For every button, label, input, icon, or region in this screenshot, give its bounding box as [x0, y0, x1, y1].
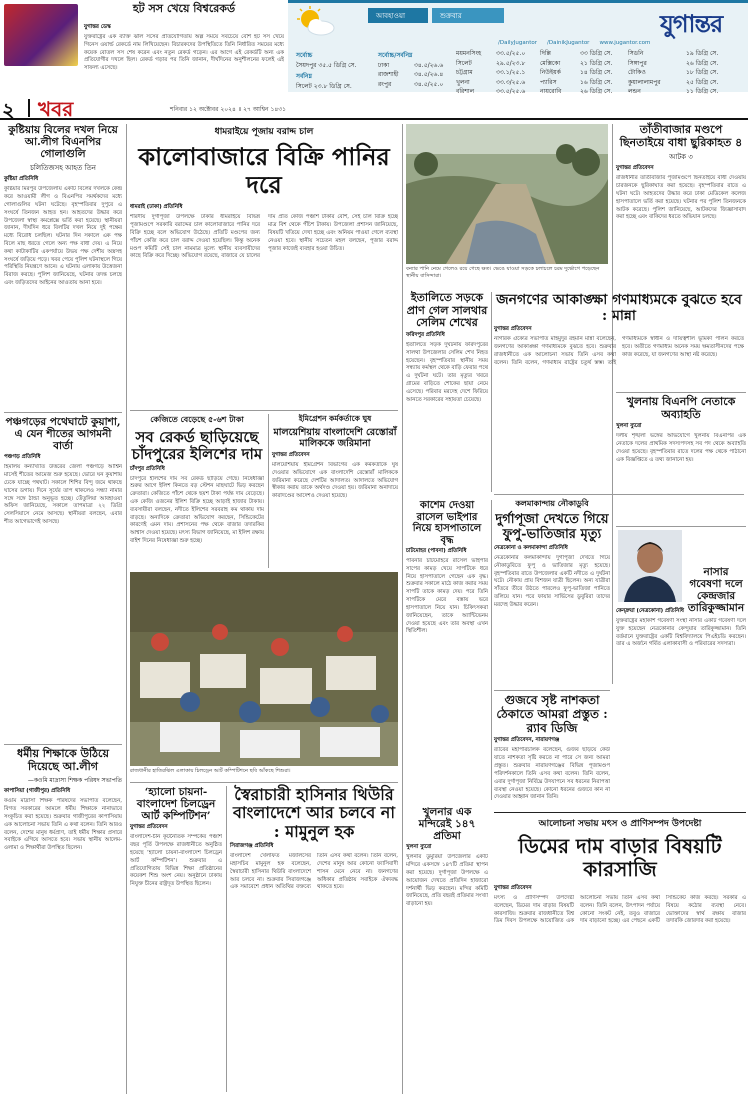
newspaper-logo: যুগান্তর	[660, 9, 723, 38]
article-eggs	[494, 816, 746, 1085]
article-byline: যুগান্তর প্রতিবেদন, নারায়ণগঞ্জ	[494, 737, 560, 744]
article-body: বাংলাদেশ-চীন কূটনৈতিক সম্পর্কের পঞ্চাশ বছর পূর্তি উপলক্ষে রাজধানীতে অনুষ্ঠিত হয়েছে ‘হ্যালো চায়না-বাংলাদেশ চিলড্রেন আর্ট কম্পিটিশন’। শুক্রবার এ প্রতিযোগিতায় বিভিন্ন শিক্ষা প্রতিষ্ঠানের কয়েকশ শিশু অংশ নেয়। অনুষ্ঠানে ঢাকায় নিযুক্ত চীনের রাষ্ট্রদূত উপস্থিত ছিলেন।	[130, 834, 222, 888]
weather-day: শুক্রবার	[432, 8, 504, 23]
article-madrasa	[4, 748, 122, 1068]
promo-byline: যুগান্তর ডেস্ক	[84, 24, 111, 30]
article-byline: পঞ্চগড় প্রতিনিধি	[4, 454, 41, 461]
article-kicker: আলোচনা সভায় মৎস ও প্রাণিসম্পদ উপদেষ্টা	[538, 819, 702, 829]
art-competition-photo	[130, 572, 398, 766]
article-tantibazar	[616, 124, 746, 357]
promo-box	[0, 0, 286, 86]
section-title: খবর	[38, 97, 74, 121]
promo-photo	[4, 4, 78, 66]
website-link[interactable]: www.jugantor.com	[599, 40, 651, 46]
article-kicker: আটক ৩	[669, 153, 693, 162]
column-rule	[402, 124, 403, 1094]
article-body: চাঁদপুরে ইলিশের দাম সব রেকর্ড ছাড়িয়ে গেছে। নিষেধাজ্ঞা শুরুর আগে ইলিশ কিনতে বড় স্টেশন মাছঘাটে ভিড় করছেন ক্রেতারা। কেজিতে পাঁচশ থেকে ছয়শ টাকা পর্যন্ত দাম বেড়েছে। এক কেজি ওজনের ইলিশ বিক্রি হচ্ছে আড়াই হাজার টাকায়। ব্যবসায়ীরা বলছেন, নদীতে ইলিশের সরবরাহ কম থাকায় দাম বাড়ছে। অন্যদিকে ক্রেতারা অভিযোগ করছেন, সিন্ডিকেটের কারণেই এমন দাম। প্রশাসনের পক্ষ থেকে বাজার তদারকির আশ্বাস দেওয়া হয়েছে। মৎস্য বিভাগ জানিয়েছে, মা ইলিশ রক্ষায় বাইশ দিনের নিষেধাজ্ঞা শুরু হচ্ছে।	[130, 475, 264, 545]
article-headline: কুষ্টিয়ায় বিলের দখল নিয়ে আ.লীগ বিএনপির গোলাগুলি	[8, 124, 118, 161]
article-body: শারদীয় দুর্গাপূজা উপলক্ষে ঢাকার ধামরাইয়ে বিভিন্ন পূজামণ্ডপে সরকারি বরাদ্দের চাল কালোবাজারে পানির দরে বিক্রি হচ্ছে বলে অভিযোগ উঠেছে। প্রতিটি মণ্ডপের জন্য পাঁচশ কেজি করে চাল বরাদ্দ দেওয়া হয়েছিল। কিন্তু অনেক মণ্ডপ কমিটি সেই চাল নামমাত্র মূল্যে স্থানীয় ব্যবসায়ীদের কাছে বিক্রি করে দিচ্ছে। অভিযোগ রয়েছে, বাজারে যে চালের দাম প্রতি কেজি পঞ্চাশ টাকার বেশি, সেই চাল বিক্রি হচ্ছে মাত্র বিশ থেকে পঁচিশ টাকায়। উপজেলা প্রশাসন জানিয়েছে, বিষয়টি খতিয়ে দেখা হচ্ছে এবং অনিয়ম পাওয়া গেলে ব্যবস্থা নেওয়া হবে। স্থানীয় সচেতন মহল বলছেন, পূজার বরাদ্দ পূজার কাজেই ব্যবহার হওয়া উচিত।	[130, 214, 398, 260]
article-kicker: —কওমি মাদ্রাসা শিক্ষক পরিষদ সভাপতি	[27, 777, 122, 785]
article-body: নেত্রকোনার কলমাকান্দায় দুর্গাপূজা দেখতে গিয়ে নৌকাডুবিতে ফুপু ও ভাতিজার মৃত্যু হয়েছে। বৃহস্পতিবার রাতে উপজেলার একটি নদীতে এ দুর্ঘটনা ঘটে। নৌকায় প্রায় বিশজন যাত্রী ছিলেন। অন্য যাত্রীরা সাঁতরে তীরে উঠতে পারলেও ফুপু-ভাতিজা পানিতে তলিয়ে যান। পরে ফায়ার সার্ভিসের ডুবুরিরা তাদের মরদেহ উদ্ধার করেন।	[494, 554, 610, 608]
article-headline: কাশেম দেওয়া রাসেল ভাইপার নিয়ে হাসপাতালে বৃদ্ধ	[412, 500, 482, 546]
city-row: নায়রোবি ২৬ ডিগ্রি সে.	[540, 88, 613, 95]
column-rule	[268, 414, 269, 568]
article-byline: খুলনা ব্যুরো	[616, 423, 642, 430]
divider	[616, 526, 746, 527]
divider	[4, 412, 122, 413]
divider	[494, 812, 746, 813]
divider	[4, 744, 122, 745]
city-row: সিডনি ১৯ ডিগ্রি সে.	[628, 50, 719, 57]
city-row: খুলনা ৩৩.৩/২৫.৬	[456, 78, 526, 86]
city-row: ময়মনসিংহ ৩৩.৫/২৫.০	[456, 50, 526, 57]
article-headline: ‘হ্যালো চায়না-বাংলাদেশ চিলড্রেন আর্ট কম্পিটিশন’	[136, 786, 216, 823]
article-byline: কেন্দ্রুয়া (নেত্রকোনা) প্রতিনিধি	[616, 608, 684, 614]
city-row: লন্ডন ১১ ডিগ্রি সে.	[628, 88, 719, 95]
weather-extremes	[296, 51, 368, 91]
article-headline: স্বৈরাচারী হাসিনার থিউরি বাংলাদেশে আর চলবে না : মামুনুল হক	[233, 785, 395, 841]
article-mamunul	[230, 786, 398, 1049]
social-links	[498, 40, 650, 46]
weather-col-3	[540, 49, 624, 97]
article-headline: তাঁতীবাজার মণ্ডপে ছিনতাইয়ে বাধা ছুরিকাহত ৪	[619, 123, 743, 149]
article-kicker: ইমিগ্রেশন কর্মকর্তাকে ঘুষ	[298, 414, 372, 423]
article-headline: পঞ্চগড়ের পথেঘাটে কুয়াশা, এ যেন শীতের আগমনী বার্তা	[5, 416, 121, 453]
city-row: রংপুর ৩৪.৫/২৫.০	[378, 80, 444, 88]
article-body: রাজধানীর তাঁতীবাজার পূজামণ্ডপে ছিনতাইয়ে বাধা দেওয়ায় চারজনকে ছুরিকাঘাত করা হয়েছে। বৃহস্পতিবার রাতে এ ঘটনা ঘটে। আহতদের উদ্ধার করে ঢাকা মেডিকেল কলেজ হাসপাতালে ভর্তি করা হয়েছে। ঘটনার পর পুলিশ তিনজনকে আটক করেছে। পুলিশ জানিয়েছে, আটকদের জিজ্ঞাসাবাদ করা হচ্ছে এবং বাকিদের ধরতে অভিযান চলছে।	[616, 175, 746, 221]
min-label: সর্বনিম্ন	[296, 73, 312, 80]
article-body: কুষ্টিয়ার মিরপুর উপজেলায় একটি বিলের দখলকে কেন্দ্র করে আওয়ামী লীগ ও বিএনপির সমর্থকদের মধ্যে গোলাগুলির ঘটনা ঘটেছে। বৃহস্পতিবার দুপুরে এ সংঘর্ষে তিনজন আহত হন। আহতদের উদ্ধার করে উপজেলা স্বাস্থ্য কমপ্লেক্সে ভর্তি করা হয়েছে। স্থানীয়রা জানান, দীর্ঘদিন ধরে বিলটির দখল নিয়ে দুই পক্ষের মধ্যে বিরোধ চলছিল। ঘটনার দিন সকালে এক পক্ষ বিলে মাছ ধরতে গেলে অন্য পক্ষ বাধা দেয়। এ নিয়ে কথা কাটাকাটির একপর্যায়ে উভয় পক্ষ দেশীয় অস্ত্রসহ সংঘর্ষে জড়িয়ে পড়ে। খবর পেয়ে পুলিশ ঘটনাস্থলে গিয়ে পরিস্থিতি নিয়ন্ত্রণে আনে। এ ঘটনায় এলাকায় উত্তেজনা বিরাজ করছে। পুলিশ জানিয়েছে, ঘটনার তদন্ত চলছে এবং জড়িতদের আইনের আওতায় আনা হবে।	[4, 186, 122, 287]
article-malaysia	[272, 414, 398, 570]
article-headline: খুলনায় বিএনপি নেতাকে অব্যাহতি	[626, 395, 736, 421]
divider	[130, 410, 398, 411]
article-body: বাংলাদেশ খেলাফত মজলিসের মহাসচিব মামুনুল হক বলেছেন, স্বৈরাচারী হাসিনার থিউরি বাংলাদেশে আর চলবে না। শুক্রবার সিরাজগঞ্জে এক সমাবেশে প্রধান অতিথির বক্তব্যে তিনি এসব কথা বলেন। তিনি বলেন, দেশের মানুষ আর কোনো ফ্যাসিবাদী শাসন মেনে নেবে না। জনগণের অধিকার প্রতিষ্ঠায় সবাইকে ঐক্যবদ্ধ থাকতে হবে।	[230, 853, 398, 891]
city-row: কুয়ালালামপুর ২৫ ডিগ্রি সে.	[628, 78, 719, 86]
divider	[130, 782, 398, 783]
article-byline: যুগান্তর প্রতিবেদন	[272, 451, 310, 458]
article-byline: যুগান্তর প্রতিবেদন	[494, 885, 532, 891]
promo-headline: হট সস খেয়ে বিশ্বরেকর্ড	[132, 2, 236, 15]
article-body: মালয়েশিয়ায় ইমিগ্রেশন বিভাগের এক কর্মকর্তাকে ঘুষ দেওয়ার অভিযোগে এক বাংলাদেশি রেস্তোরাঁ মালিককে জরিমানা করেছে দেশটির আদালত। আদালতে অভিযোগ স্বীকার করায় তাকে অর্থদণ্ড দেওয়া হয়। জরিমানা অনাদায়ে কারাদণ্ডের আদেশও দেওয়া হয়েছে।	[272, 461, 398, 500]
article-byline: নেত্রকোনা ও কলমাকান্দা প্রতিনিধি	[494, 544, 568, 551]
article-body: পাবনার চাটমোহরে রাসেল ভাইপার সাপের কামড় খেয়ে সাপটিকে ধরে নিয়ে হাসপাতালে গেছেন এক বৃদ্ধ। শুক্রবার সকালে মাঠে কাজ করার সময় সাপটি তাকে কামড় দেয়। পরে তিনি সাপটিকে মেরে বস্তায় ভরে হাসপাতালে নিয়ে যান। চিকিৎসকরা জানিয়েছেন, তাকে অ্যান্টিভেনম দেওয়া হয়েছে এবং তার অবস্থা এখন স্থিতিশীল।	[406, 558, 488, 635]
article-headline: মালয়েশিয়ায় বাংলাদেশি রেস্তোরাঁ মালিককে জরিমানা	[273, 427, 397, 449]
article-snake	[406, 500, 488, 778]
photo-caption: রাজধানীর হাতিরঝিল এলাকায় চিলড্রেন আর্ট কম্পিটিশনে ছবি আঁকছে শিশুরা।	[130, 768, 291, 774]
section-strip	[0, 94, 748, 120]
column-rule	[491, 292, 492, 492]
article-netrokona	[494, 498, 610, 659]
article-headline: ধর্মীয় শিক্ষাকে উঠিয়ে দিয়েছে আ.লীগ	[17, 747, 109, 773]
article-art	[130, 786, 222, 1044]
article-byline: ফরিদপুর প্রতিনিধি	[406, 331, 445, 338]
article-kushtia	[4, 124, 122, 420]
issue-date: শনিবার ১২ অক্টোবর ২০২৪ ॥ ২৭ আশ্বিন ১৪৩১	[170, 106, 287, 113]
sun-cloud-icon	[296, 6, 336, 38]
city-row: প্যারিস ১৬ ডিগ্রি সে.	[540, 78, 613, 86]
article-byline: যুগান্তর প্রতিবেদন	[130, 824, 168, 831]
page-number: ২	[2, 98, 16, 122]
max-value: সৈয়দপুর ৩৫.৫ ডিগ্রি সে.	[296, 61, 357, 69]
photo-caption: বন্যার পানি নেমে গেলেও রয়ে গেছে ক্ষত। ভেঙে যাওয়া সড়কে চলাচলে চরম দুর্ভোগে পড়েছেন স্থানীয় বাসিন্দারা।	[406, 266, 600, 280]
article-byline: সিরাজগঞ্জ প্রতিনিধি	[230, 843, 274, 850]
weather-col-header: সর্বোচ্চ/সর্বনিম্ন	[378, 52, 413, 59]
article-kicker: কলমাকান্দায় নৌকাডুবি	[515, 499, 589, 508]
divider	[494, 690, 610, 691]
column-rule	[226, 786, 227, 1092]
weather-col-4	[628, 49, 744, 97]
article-byline: কুষ্টিয়া প্রতিনিধি	[4, 176, 39, 183]
city-row: সিলেট ২৯.৫/২৩.৮	[456, 59, 526, 67]
article-body: দলীয় শৃঙ্খলা ভঙ্গের অভিযোগে খুলনায় বিএনপির এক নেতাকে দলের প্রাথমিক সদস্যপদসহ সব পদ থেকে অব্যাহতি দেওয়া হয়েছে। বৃহস্পতিবার রাতে দলের পক্ষ থেকে পাঠানো এক বিজ্ঞপ্তিতে এ তথ্য জানানো হয়।	[616, 433, 746, 463]
article-headline: কালোবাজারে বিক্রি পানির দরে	[138, 142, 390, 199]
weather-tab: আবহাওয়া	[368, 8, 428, 23]
article-headline: দুর্গাপূজা দেখতে গিয়ে ফুপু-ভাতিজার মৃত্যু	[495, 512, 609, 542]
article-fog	[4, 416, 122, 730]
article-byline: যুগান্তর প্রতিবেদন	[494, 326, 532, 333]
article-headline: সব রেকর্ড ছাড়িয়েছে চাঁদপুরের ইলিশের দাম	[131, 428, 263, 464]
article-dhamrai	[130, 124, 398, 364]
divider	[28, 99, 30, 117]
min-value: সিলেট ২৩.৮ ডিগ্রি সে.	[296, 82, 352, 90]
article-byline: ধামরাই (ঢাকা) প্রতিনিধি	[130, 204, 183, 211]
flood-road-photo	[406, 124, 608, 264]
article-byline: কাপাসিয়া (গাজীপুর) প্রতিনিধি	[4, 788, 71, 795]
article-headline: ডিমের দাম বাড়ার বিষয়টি কারসাজি	[518, 834, 722, 881]
city-row: দিল্লি ৩৩ ডিগ্রি সে.	[540, 50, 613, 57]
city-row: নিউইয়র্ক ১৪ ডিগ্রি সে.	[540, 69, 613, 76]
city-row: ঢাকা ৩৪.৫/২৬.৬	[378, 61, 444, 69]
article-headline: ইতালিতে সড়কে প্রাণ গেল সালথার সেলিম শেখের	[406, 291, 488, 330]
article-body: কওমি মাদ্রাসা শিক্ষক পরিষদের সভাপতি বলেছেন, বিগত সরকারের আমলে ধর্মীয় শিক্ষাকে নানাভাবে সংকুচিত করা হয়েছে। শুক্রবার গাজীপুরের কাপাসিয়ায় এক আলোচনা সভায় তিনি এ কথা বলেন। তিনি আরও বলেন, দেশের মানুষ ধর্মপ্রাণ, তাই ধর্মীয় শিক্ষার প্রসারে সবাইকে এগিয়ে আসতে হবে। সভায় স্থানীয় আলেম-ওলামা ও শিক্ষার্থীরা উপস্থিত ছিলেন।	[4, 798, 122, 852]
article-byline: চাটমোহর (পাবনা) প্রতিনিধি	[406, 548, 467, 554]
portrait-photo	[618, 530, 682, 602]
article-hilsa	[130, 414, 264, 572]
article-body: মৎস্য ও প্রাণিসম্পদ উপদেষ্টা বলেছেন, ডিমের দাম বাড়ার বিষয়টি কারসাজি। শুক্রবার রাজধানীতে বিশ্ব ডিম দিবস উপলক্ষে আয়োজিত এক আলোচনা সভায় তিনি এসব কথা বলেন। তিনি বলেন, উৎপাদন পর্যায়ে কোনো সংকট নেই, তবুও বাজারে দাম বাড়ানো হচ্ছে। এর পেছনে একটি সিন্ডিকেট কাজ করছে। সরকার এ বিষয়ে কঠোর ব্যবস্থা নেবে। ভোক্তাদের স্বার্থ রক্ষায় বাজার তদারকি জোরদার করা হয়েছে।	[494, 895, 746, 925]
article-byline: যুগান্তর প্রতিবেদন	[616, 165, 654, 172]
article-tarique	[616, 606, 746, 684]
city-row: চট্টগ্রাম ৩৩.১/২৫.১	[456, 69, 526, 76]
city-row: রাজশাহী ৩৪.৫/২৬.৪	[378, 71, 444, 78]
article-headline: গুজবে সৃষ্ট নাশকতা ঠেকাতে আমরা প্রস্তুত : র‌্যাব ডিজি	[496, 693, 608, 735]
article-kicker: কেজিতে বেড়েছে ৫-৬শ টাকা	[150, 415, 244, 424]
facebook-link[interactable]: /DailyJugantor	[498, 40, 538, 46]
twitter-link[interactable]: /DainikJugantor	[547, 40, 590, 46]
article-body: হিমালয় কন্যাখ্যাত উত্তরের জেলা পঞ্চগড়ে আশ্বিন মাসেই শীতের আমেজ শুরু হয়েছে। ভোরে ঘন কুয়াশায় ঢেকে যাচ্ছে পথঘাট। সকালে শিশির বিন্দু জমে থাকছে ঘাসের ডগায়। দিনে সূর্যের তাপ থাকলেও সন্ধ্যা নামার সঙ্গে সঙ্গে ঠান্ডা অনুভূত হচ্ছে। তেঁতুলিয়া আবহাওয়া অফিস জানিয়েছে, সকালে তাপমাত্রা ২২ ডিগ্রি সেলসিয়াসে নেমে আসছে। স্থানীয়রা বলছেন, এবার শীত আগেভাগেই আসছে।	[4, 464, 122, 525]
article-italy	[406, 292, 488, 478]
article-kicker: ধামরাইয়ে পূজায় বরাদ্দ চাল	[214, 127, 314, 137]
max-label: সর্বোচ্চ	[296, 52, 313, 59]
weather-col-2	[456, 49, 536, 97]
article-headline: খুলনার এক মন্দিরেই ১৪৭ প্রতিমা	[418, 806, 476, 843]
article-khulna-bnp	[616, 396, 746, 505]
article-body: ইতালিতে সড়ক দুর্ঘটনায় ফরিদপুরের সালথা উপজেলার সেলিম শেখ নিহত হয়েছেন। বৃহস্পতিবার স্থানীয় সময় সন্ধ্যায় কর্মস্থল থেকে বাড়ি ফেরার পথে এ দুর্ঘটনা ঘটে। তার মৃত্যুর খবরে গ্রামের বাড়িতে শোকের ছায়া নেমে এসেছে। পরিবার মরদেহ দেশে ফিরিয়ে আনতে সরকারের সহায়তা চেয়েছে।	[406, 341, 488, 403]
weather-col-1	[378, 51, 454, 89]
article-body: খুলনার ডুমুরিয়া উপজেলার একটি মন্দিরে একসঙ্গে ১৪৭টি প্রতিমা স্থাপন করা হয়েছে। দুর্গাপূজা উপলক্ষে এ আয়োজন দেখতে প্রতিদিন হাজারো দর্শনার্থী ভিড় করছেন। মন্দির কমিটি জানিয়েছে, প্রতি বছরই প্রতিমার সংখ্যা বাড়ানো হয়।	[406, 854, 488, 908]
city-row: বরিশাল ৩৩.৫/২৫.৬	[456, 88, 526, 95]
article-kicker: চলিতিজসহ আহত তিন	[30, 164, 96, 173]
promo-body	[84, 22, 284, 80]
article-body: যুক্তরাষ্ট্রের মহাকাশ গবেষণা সংস্থা নাসার একটি গবেষণা দলে যুক্ত হয়েছেন নেত্রকোনার কেন্দুয়ার তারিকুজ্জামান। তিনি বর্তমানে যুক্তরাষ্ট্রের একটি বিশ্ববিদ্যালয়ে পিএইচডি করছেন। তার এ অর্জনে গর্বিত এলাকাবাসী ও পরিবারের সদস্যরা।	[616, 618, 746, 648]
article-headline: নাসার গবেষণা দলে কেন্দ্রজার তারিকুজ্জামান	[687, 566, 745, 615]
article-khulna-idols	[406, 806, 488, 1074]
article-body: র‌্যাবের মহাপরিচালক বলেছেন, গুজব ছড়িয়ে কেউ যাতে নাশকতা সৃষ্টি করতে না পারে সে জন্য আমরা প্রস্তুত। শুক্রবার নারায়ণগঞ্জের বিভিন্ন পূজামণ্ডপ পরিদর্শনকালে তিনি এসব কথা বলেন। তিনি বলেন, এবার দুর্গাপূজা নির্বিঘ্নে উদযাপনে সব ধরনের নিরাপত্তা ব্যবস্থা নেওয়া হয়েছে। কোনো ধরনের গুজবে কান না দেওয়ার আহ্বান জানান তিনি।	[494, 747, 610, 801]
promo-text: যুক্তরাষ্ট্রের এক ব্যক্তি ঝাল সসের প্রতিযোগিতায় অল্প সময়ে সবচেয়ে বেশি হট সস খেয়ে গিনেস ওয়ার্ল্ড রেকর্ডে নাম লিখিয়েছেন। বিচারকদের উপস্থিতিতে তিনি নির্ধারিত সময়ের মধ্যে কয়েক বোতল সস শেষ করেন এবং নতুন রেকর্ড গড়েন। এর আগে এই রেকর্ডটি অন্য এক প্রতিযোগীর দখলে ছিল। রেকর্ড গড়ার পর তিনি জানান, দীর্ঘদিনের অনুশীলনের ফলেই এই সাফল্য এসেছে।	[84, 34, 284, 72]
article-headline: জনগণের আকাঙ্ক্ষা গণমাধ্যমকে বুঝতে হবে : মান্না	[496, 292, 742, 325]
article-byline: খুলনা ব্যুরো	[406, 844, 432, 851]
divider	[616, 392, 746, 393]
city-row: সিঙ্গাপুর ২৬ ডিগ্রি সে.	[628, 59, 719, 67]
city-row: মেক্সিকো ২১ ডিগ্রি সে.	[540, 59, 613, 67]
city-row: টোকিও ১৮ ডিগ্রি সে.	[628, 69, 719, 76]
column-rule	[126, 124, 127, 1094]
article-body: নাগরিক ঐক্যের সভাপতি মাহমুদুর রহমান মান্না বলেছেন, জনগণের আকাঙ্ক্ষা গণমাধ্যমকে বুঝতে হবে। শুক্রবার রাজধানীতে এক আলোচনা সভায় তিনি এসব কথা বলেন। তিনি বলেন, গণমাধ্যম রাষ্ট্রের চতুর্থ স্তম্ভ। তাই গণমাধ্যমকে স্বাধীন ও দায়িত্বশীল ভূমিকা পালন করতে হবে। অতীতে গণমাধ্যম অনেক সময় ক্ষমতাসীনদের পক্ষে কাজ করেছে, যা জনগণের আস্থা নষ্ট করেছে।	[494, 336, 744, 366]
article-byline: চাঁদপুর প্রতিনিধি	[130, 465, 165, 472]
column-rule	[491, 500, 492, 800]
